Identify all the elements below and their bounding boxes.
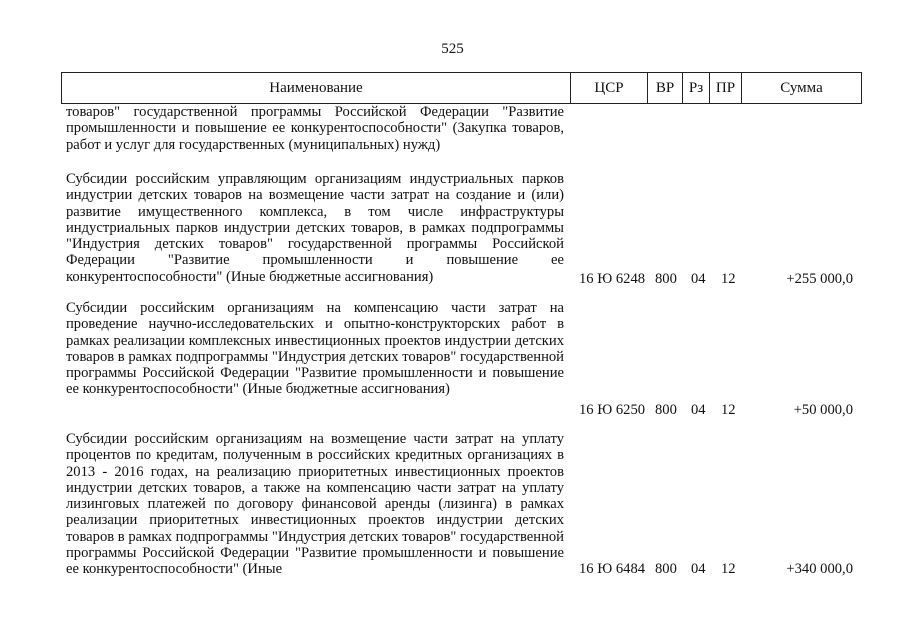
cell-sum: +255 000,0 (786, 271, 853, 287)
cell-vr: 800 (655, 561, 677, 577)
cell-rz: 04 (691, 561, 706, 577)
header-name: Наименование (269, 80, 363, 96)
cell-csr: 16 Ю 6484 (579, 561, 646, 577)
page-number: 525 (441, 41, 464, 57)
header-pr: ПР (709, 73, 741, 103)
cell-csr: 16 Ю 6248 (579, 271, 646, 287)
cell-sum: +340 000,0 (786, 561, 853, 577)
cell-sum: +50 000,0 (793, 402, 853, 418)
table-row-text: Субсидии российским организациям на компенсацию части затрат на проведение научно-исследовательских и опытно-конструкторских работ в рамках реализации комплексных инвестиционных проектов индустрии детских товаров в рамках подпрограммы "Индустрия детских товаров" государственной программы Российской Федерации "Развитие промышленности и повышение ее конкурентоспособности" (Иные бюджетные ассигнования) (66, 300, 564, 398)
header-vr: ВР (647, 73, 682, 103)
table-row-text: товаров" государственной программы Российской Федерации "Развитие промышленности и повышение ее конкурентоспособности" (Закупка товаров, работ и услуг для государственных (муниципальных) нужд) (66, 104, 564, 153)
cell-csr: 16 Ю 6250 (579, 402, 646, 418)
cell-rz: 04 (691, 402, 706, 418)
cell-pr: 12 (721, 561, 736, 577)
header-sum: Сумма (741, 73, 861, 103)
header-csr: ЦСР (570, 73, 647, 103)
cell-pr: 12 (721, 271, 736, 287)
table-row-text: Субсидии российским организациям на возмещение части затрат на уплату процентов по кредитам, полученным в российских кредитных организациях в 2013 - 2016 годах, на реализацию приоритетных инвестиционных проектов индустрии детских товаров, а также на компенсацию части затрат на уплату лизинговых платежей по договору финансовой аренды (лизинга) в рамках реализации приоритетных инвестиционных проектов индустрии детских товаров в рамках подпрограммы "Индустрия детских товаров" государственной программы Российской Федерации "Развитие промышленности и повышение ее конкурентоспособности" (Иные (66, 431, 564, 578)
cell-vr: 800 (655, 271, 677, 287)
table-header (61, 72, 862, 104)
cell-vr: 800 (655, 402, 677, 418)
table-row-text: Субсидии российским управляющим организациям индустриальных парков индустрии детских товаров на возмещение части затрат на создание и (или) развитие имущественного комплекса, в том числе инфраструктуры индустриальных парков индустрии детских товаров, в рамках подпрограммы "Индустрия детских товаров" государственной программы Российской Федерации "Развитие промышленности и повышение ее конкурентоспособности" (Иные бюджетные ассигнования) (66, 171, 564, 285)
cell-rz: 04 (691, 271, 706, 287)
header-rz: Рз (682, 73, 709, 103)
cell-pr: 12 (721, 402, 736, 418)
